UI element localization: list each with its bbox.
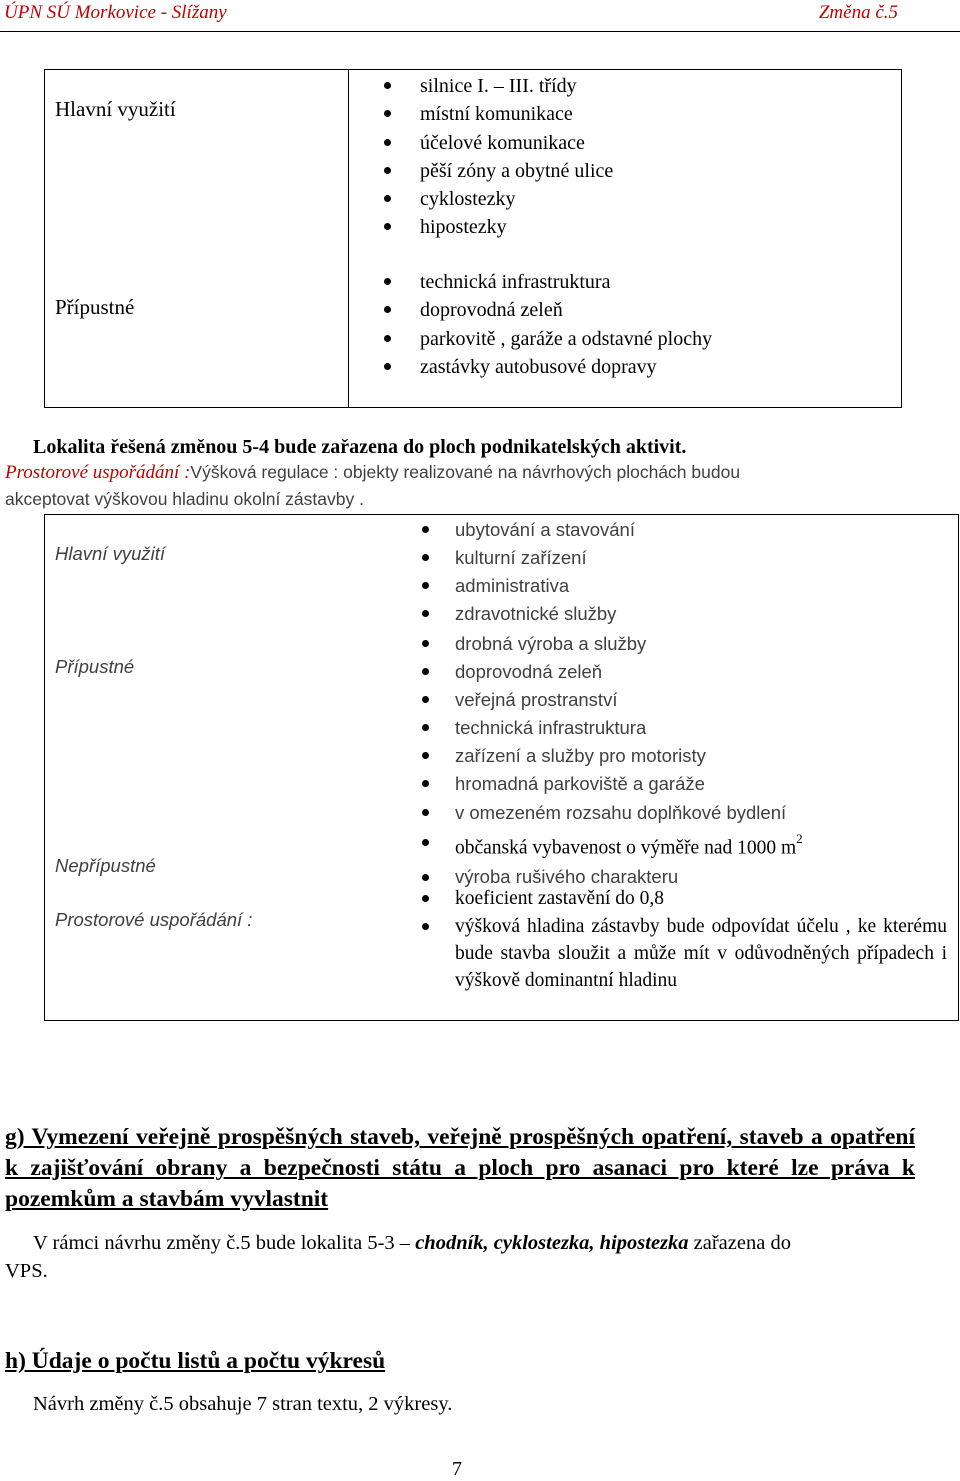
section-h-text: Návrh změny č.5 obsahuje 7 stran textu, 2 výkresy.: [33, 1393, 453, 1415]
list-item: v omezeném rozsahu doplňkové bydlení: [455, 799, 786, 827]
bullet-icon: [422, 923, 429, 930]
bullet-icon: [422, 874, 429, 881]
list-main-use: [420, 72, 613, 242]
section-h-heading: h) Údaje o počtu listů a počtu výkresů: [5, 1348, 386, 1374]
list-item: hipostezky: [420, 213, 613, 241]
section-g-text-line2: VPS.: [5, 1260, 48, 1282]
bullet-icon: [422, 895, 429, 902]
label-spatial: Prostorové uspořádání :: [55, 909, 253, 930]
bullet-icon: [384, 363, 391, 370]
bullet-icon: [384, 278, 391, 285]
bullet-icon: [384, 139, 391, 146]
bullet-icon: [384, 167, 391, 174]
list-item: administrativa: [455, 572, 635, 600]
list-item: místní komunikace: [420, 100, 613, 128]
list-item: zdravotnické služby: [455, 600, 635, 628]
list-allowed-use-2: [455, 630, 786, 827]
prostor-paragraph-line1: [5, 462, 740, 484]
list-item: technická infrastruktura: [420, 268, 712, 296]
list-item: silnice I. – III. třídy: [420, 72, 613, 100]
spatial-item-1: koeficient zastavění do 0,8: [455, 885, 664, 912]
header-document-title: ÚPN SÚ Morkovice - Slížany: [4, 2, 227, 23]
list-item: kulturní zařízení: [455, 544, 635, 572]
list-main-use-2: [455, 516, 635, 628]
list-item: občanská vybavenost o výměře nad 1000 $m^2$: [455, 828, 803, 863]
header-change-number: Změna č.5: [818, 2, 898, 23]
list-item: ubytování a stavování: [455, 516, 635, 544]
list-item: technická infrastruktura: [455, 714, 786, 742]
header-divider: [0, 31, 960, 32]
label-allowed-use: Přípustné: [55, 295, 135, 319]
list-item: výroba rušivého charakteru: [455, 863, 803, 891]
list-item: drobná výroba a služby: [455, 630, 786, 658]
label-forbidden-use: Nepřípustné: [55, 855, 156, 876]
bullet-icon: [422, 526, 429, 533]
list-item: doprovodná zeleň: [420, 296, 712, 324]
prostor-label: Prostorové uspořádání :: [5, 462, 191, 483]
section-g-text: V rámci návrhu změny č.5 bude lokalita 5-3 – chodník, cyklostezka, hipostezka zařazena do: [33, 1232, 791, 1254]
prostor-text: Výšková regulace : objekty realizované na návrhových plochách budou: [190, 462, 741, 482]
lokalita-statement: Lokalita řešená změnou 5-4 bude zařazena do ploch podnikatelských aktivit.: [33, 436, 687, 458]
superscript-two: 2: [796, 831, 803, 846]
table-column-divider: [348, 70, 349, 407]
vps-items: chodník, cyklostezka, hipostezka: [415, 1232, 689, 1254]
list-forbidden-use: [455, 828, 803, 891]
list-item: zastávky autobusové dopravy: [420, 353, 712, 381]
section-g-heading: g) Vymezení veřejně prospěšných staveb, veřejně prospěšných opatření, staveb a opatření k zajišťování obrany a bezpečnosti státu a ploch pro asanaci pro které lze práva k pozemkům a stavbám vyvlastnit: [5, 1124, 915, 1212]
prostor-paragraph-line2: akceptovat výškovou hladinu okolní zástavby .: [5, 489, 364, 509]
label-main-use-2: Hlavní využití: [55, 543, 166, 564]
page-number: 7: [452, 1458, 462, 1480]
list-item: účelové komunikace: [420, 129, 613, 157]
bullet-icon: [384, 335, 391, 342]
label-allowed-use-2: Přípustné: [55, 656, 135, 677]
bullet-icon: [422, 809, 429, 816]
list-item: parkovitě , garáže a odstavné plochy: [420, 325, 712, 353]
list-item: pěší zóny a obytné ulice: [420, 157, 613, 185]
list-item: hromadná parkoviště a garáže: [455, 770, 786, 798]
label-main-use: Hlavní využití: [55, 97, 176, 121]
bullet-icon: [384, 82, 391, 89]
list-allowed-use: [420, 268, 712, 381]
list-item: cyklostezky: [420, 185, 613, 213]
list-item: zařízení a služby pro motoristy: [455, 742, 786, 770]
spatial-item-2: výšková hladina zástavby bude odpovídat účelu , ke kterému bude stavba sloužit a může mít v odůvodněných případech i výškově dominantní hladinu: [455, 913, 947, 994]
list-item: doprovodná zeleň: [455, 658, 786, 686]
list-item: veřejná prostranství: [455, 686, 786, 714]
bullet-icon: [422, 839, 429, 846]
bullet-icon: [422, 640, 429, 647]
